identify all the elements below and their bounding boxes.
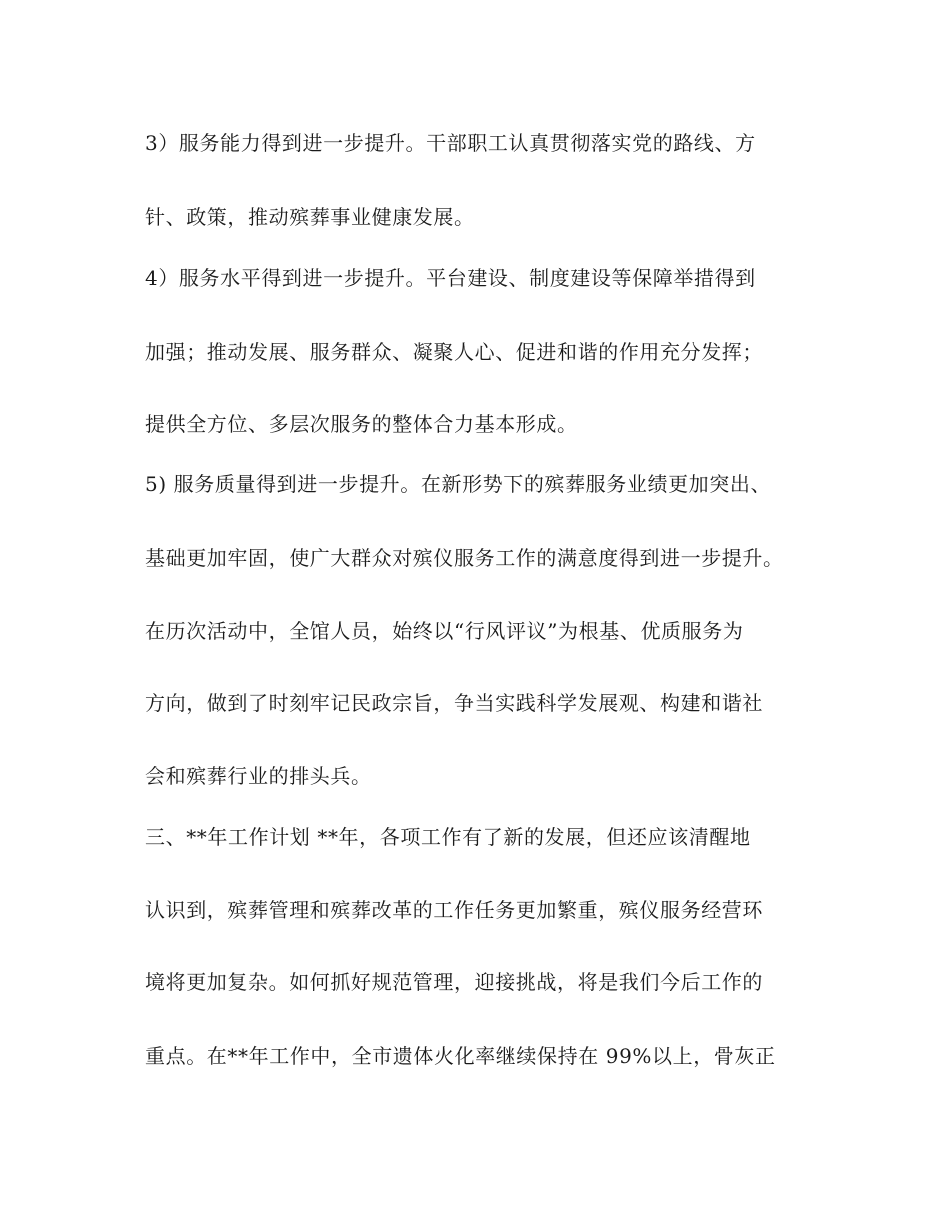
text-line-14: 重点。在**年工作中，全市遗体火化率继续保持在 99%以上，骨灰正: [145, 1044, 776, 1068]
text-line-6: 5) 服务质量得到进一步提升。在新形势下的殡葬服务业绩更加突出、: [145, 472, 772, 496]
text-line-8: 在历次活动中，全馆人员，始终以“行风评议”为根基、优质服务为: [145, 619, 744, 643]
text-line-10: 会和殡葬行业的排头兵。: [145, 764, 372, 788]
text-line-5: 提供全方位、多层次服务的整体合力基本形成。: [145, 412, 578, 436]
text-line-12: 认识到，殡葬管理和殡葬改革的工作任务更加繁重，殡仪服务经营环: [145, 898, 763, 922]
text-line-7: 基础更加牢固，使广大群众对殡仪服务工作的满意度得到进一步提升。: [145, 546, 784, 570]
text-line-9: 方向，做到了时刻牢记民政宗旨，争当实践科学发展观、构建和谐社: [145, 691, 763, 715]
text-line-4: 加强；推动发展、服务群众、凝聚人心、促进和谐的作用充分发挥；: [145, 340, 763, 364]
text-line-13: 境将更加复杂。如何抓好规范管理，迎接挑战，将是我们今后工作的: [145, 970, 763, 994]
text-line-3: 4）服务水平得到进一步提升。平台建设、制度建设等保障举措得到: [145, 266, 756, 290]
text-line-1: 3）服务能力得到进一步提升。干部职工认真贯彻落实党的路线、方: [145, 131, 756, 155]
text-line-2: 针、政策，推动殡葬事业健康发展。: [145, 205, 475, 229]
text-line-11: 三、**年工作计划 **年，各项工作有了新的发展，但还应该清醒地: [145, 825, 751, 849]
